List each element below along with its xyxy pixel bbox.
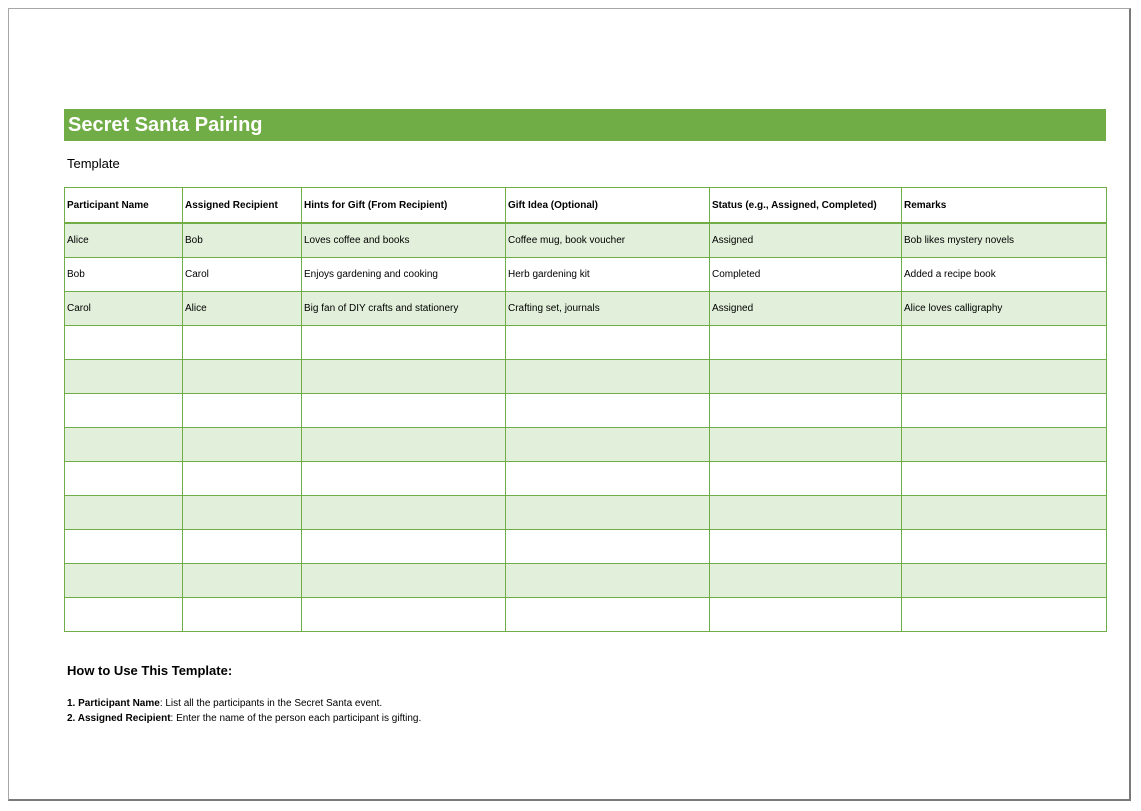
remarks-cell[interactable]: Added a recipe book: [902, 258, 1107, 292]
participant-name-cell[interactable]: [65, 530, 183, 564]
gift-idea-cell[interactable]: [506, 598, 710, 632]
assigned-recipient-cell[interactable]: [183, 326, 302, 360]
header-participant-name: Participant Name: [65, 188, 183, 224]
hints-cell[interactable]: [302, 496, 506, 530]
hints-cell[interactable]: [302, 564, 506, 598]
table-row: [65, 394, 1107, 428]
hints-cell[interactable]: [302, 462, 506, 496]
participant-name-cell[interactable]: [65, 326, 183, 360]
assigned-recipient-cell[interactable]: Alice: [183, 292, 302, 326]
remarks-cell[interactable]: [902, 462, 1107, 496]
hints-cell[interactable]: [302, 428, 506, 462]
table-row: [65, 428, 1107, 462]
header-status: Status (e.g., Assigned, Completed): [710, 188, 902, 224]
status-cell[interactable]: [710, 462, 902, 496]
remarks-cell[interactable]: [902, 496, 1107, 530]
gift-idea-cell[interactable]: [506, 496, 710, 530]
status-cell[interactable]: [710, 326, 902, 360]
status-cell[interactable]: [710, 530, 902, 564]
status-cell[interactable]: [710, 598, 902, 632]
remarks-cell[interactable]: [902, 360, 1107, 394]
gift-idea-cell[interactable]: [506, 462, 710, 496]
gift-idea-cell[interactable]: [506, 394, 710, 428]
step-label: 1. Participant Name: [67, 698, 160, 709]
participant-name-cell[interactable]: Bob: [65, 258, 183, 292]
assigned-recipient-cell[interactable]: [183, 564, 302, 598]
step-label: 2. Assigned Recipient: [67, 713, 171, 724]
status-cell[interactable]: [710, 496, 902, 530]
status-cell[interactable]: Completed: [710, 258, 902, 292]
howto-step: [67, 696, 421, 711]
howto-steps: [67, 696, 421, 726]
assigned-recipient-cell[interactable]: [183, 394, 302, 428]
remarks-cell[interactable]: Bob likes mystery novels: [902, 223, 1107, 258]
remarks-cell[interactable]: Alice loves calligraphy: [902, 292, 1107, 326]
assigned-recipient-cell[interactable]: [183, 360, 302, 394]
status-cell[interactable]: [710, 360, 902, 394]
header-hints-for-gift: Hints for Gift (From Recipient): [302, 188, 506, 224]
gift-idea-cell[interactable]: [506, 326, 710, 360]
remarks-cell[interactable]: [902, 428, 1107, 462]
gift-idea-cell[interactable]: [506, 428, 710, 462]
table-row: [65, 326, 1107, 360]
hints-cell[interactable]: [302, 530, 506, 564]
gift-idea-cell[interactable]: Coffee mug, book voucher: [506, 223, 710, 258]
table-row: [65, 223, 1107, 258]
participant-name-cell[interactable]: [65, 360, 183, 394]
page-title: Secret Santa Pairing: [64, 109, 1106, 141]
participant-name-cell[interactable]: [65, 394, 183, 428]
gift-idea-cell[interactable]: [506, 530, 710, 564]
gift-idea-cell[interactable]: Crafting set, journals: [506, 292, 710, 326]
subtitle: Template: [67, 156, 120, 171]
participant-name-cell[interactable]: [65, 462, 183, 496]
hints-cell[interactable]: [302, 394, 506, 428]
participant-name-cell[interactable]: Carol: [65, 292, 183, 326]
header-assigned-recipient: Assigned Recipient: [183, 188, 302, 224]
header-gift-idea: Gift Idea (Optional): [506, 188, 710, 224]
gift-idea-cell[interactable]: Herb gardening kit: [506, 258, 710, 292]
assigned-recipient-cell[interactable]: Carol: [183, 258, 302, 292]
table-row: [65, 292, 1107, 326]
status-cell[interactable]: [710, 394, 902, 428]
howto-heading: How to Use This Template:: [67, 663, 233, 678]
remarks-cell[interactable]: [902, 394, 1107, 428]
assigned-recipient-cell[interactable]: [183, 428, 302, 462]
hints-cell[interactable]: [302, 598, 506, 632]
participant-name-cell[interactable]: Alice: [65, 223, 183, 258]
table-header-row: [65, 188, 1107, 224]
hints-cell[interactable]: Big fan of DIY crafts and stationery: [302, 292, 506, 326]
status-cell[interactable]: Assigned: [710, 292, 902, 326]
header-remarks: Remarks: [902, 188, 1107, 224]
howto-step: [67, 711, 421, 726]
status-cell[interactable]: [710, 564, 902, 598]
table-row: [65, 564, 1107, 598]
assigned-recipient-cell[interactable]: [183, 598, 302, 632]
assigned-recipient-cell[interactable]: [183, 462, 302, 496]
table-row: [65, 598, 1107, 632]
participant-name-cell[interactable]: [65, 496, 183, 530]
table-row: [65, 530, 1107, 564]
remarks-cell[interactable]: [902, 564, 1107, 598]
assigned-recipient-cell[interactable]: Bob: [183, 223, 302, 258]
table-row: [65, 496, 1107, 530]
table-row: [65, 360, 1107, 394]
hints-cell[interactable]: [302, 360, 506, 394]
remarks-cell[interactable]: [902, 326, 1107, 360]
hints-cell[interactable]: Enjoys gardening and cooking: [302, 258, 506, 292]
assigned-recipient-cell[interactable]: [183, 530, 302, 564]
step-text: : List all the participants in the Secret Santa event.: [159, 698, 383, 709]
table-row: [65, 462, 1107, 496]
remarks-cell[interactable]: [902, 530, 1107, 564]
participant-name-cell[interactable]: [65, 598, 183, 632]
gift-idea-cell[interactable]: [506, 360, 710, 394]
participant-name-cell[interactable]: [65, 564, 183, 598]
gift-idea-cell[interactable]: [506, 564, 710, 598]
table-row: [65, 258, 1107, 292]
status-cell[interactable]: Assigned: [710, 223, 902, 258]
assigned-recipient-cell[interactable]: [183, 496, 302, 530]
pairing-table: [64, 187, 1107, 632]
participant-name-cell[interactable]: [65, 428, 183, 462]
remarks-cell[interactable]: [902, 598, 1107, 632]
status-cell[interactable]: [710, 428, 902, 462]
step-text: : Enter the name of the person each participant is gifting.: [170, 713, 422, 724]
hints-cell[interactable]: [302, 326, 506, 360]
hints-cell[interactable]: Loves coffee and books: [302, 223, 506, 258]
